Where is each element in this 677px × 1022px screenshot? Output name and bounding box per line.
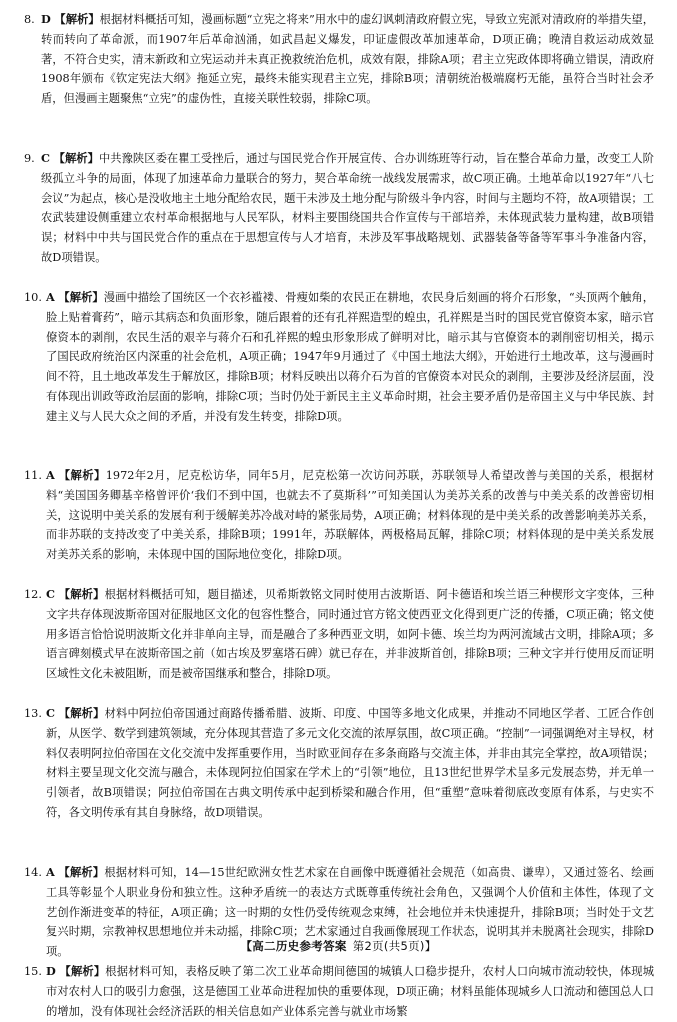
question-number: 12. <box>24 588 42 601</box>
answer-list <box>24 10 654 1022</box>
analysis-tag: 【解析】 <box>58 468 106 482</box>
analysis-tag: 【解析】 <box>58 587 105 601</box>
analysis-text: 1972年2月，尼克松访华，同年5月，尼克松第一次访问苏联，苏联领导人希望改善与美国的关系，根据材料“美国国务卿基辛格曾评价‘我们不到中国，也就去不了莫斯科’”可知美国认为美苏关系的改善与中美关系的改善密切相关，这说明中美关系的发展有利于缓解美苏冷战对峙的紧张局势，A项正确；材料体现的是中美关系的改善影响美苏关系，而非苏联的支持改变了中美关系，排除B项；1991年，苏联解体，两极格局瓦解，排除C项；材料体现的是中美关系发展对美苏关系的影响，未体现中国的国际地位变化，排除D项。 <box>46 469 654 562</box>
answer-body <box>24 10 654 109</box>
answer-letter: A <box>46 468 55 482</box>
answer-item-9 <box>24 149 654 288</box>
question-number: 11. <box>24 469 42 482</box>
analysis-text: 根据材料概括可知，漫画标题“立宪之将来”用水中的虚幻讽刺清政府假立宪，导致立宪派对清政府的举措失望，转而转向了革命派，而1907年后革命汹涌，如武昌起义爆发，印证虚假改革加速革命，D项正确；晚清自救运动成效显著，不符合史实，清末新政和立宪运动并未真正挽救统治危机，成效有限，排除A项；君主立宪政体即将确立错误，清政府1908年颁布《钦定宪法大纲》拖延立宪，最终未能实现君主立宪，排除B项；清朝统治极端腐朽无能，虽符合当时社会矛盾，但漫画主题聚焦“立宪”的虚伪性，直接关联性较弱，排除C项。 <box>41 13 654 106</box>
answer-body <box>24 288 654 427</box>
analysis-tag: 【解析】 <box>59 964 106 978</box>
analysis-text: 根据材料可知，14—15世纪欧洲女性艺术家在自画像中既遵循社会规范（如高贵、谦卑），又通过签名、绘画工具等彰显个人职业身份和独立性。这种矛盾统一的表达方式既尊重传统社会角色，又强调个人价值和主体性，体现了文艺创作渐进变革的特征，A项正确；这一时期的女性仍受传统观念束缚，社会地位并未快速提升，排除B项；当时处于文艺复兴时期，宗教神权思想地位并未动摇，排除C项；艺术家通过自我画像展现工作状态，说明其并未脱离社会现实，排除D项。 <box>46 866 654 959</box>
analysis-text: 中共豫陕区委在瞿工受挫后，通过与国民党合作开展宣传、合办训练班等行动，旨在整合革命力量，改变工人阶级孤立斗争的局面，体现了加速革命力量联合的努力，契合革命统一战线发展需求，故C项正确。土地革命以1927年“八七会议”为起点，核心是没收地主土地分配给农民，题干未涉及土地分配与阶级斗争内容，时间与主题均不符，故A项错误；工农武装建设侧重建立农村革命根据地与人民军队，材料主要围绕国共合作宣传与干部培养，未体现武装力量构建，故B项错误；材料中中共与国民党合作的重点在于思想宣传与人才培育，未涉及军事战略规划、武器装备等备等军事斗争准备内容，故D项错误。 <box>41 152 654 264</box>
answer-item-8 <box>24 10 654 149</box>
analysis-text: 根据材料概括可知，题目描述，贝希斯敦铭文同时使用古波斯语、阿卡德语和埃兰语三种楔形文字变体，三种文字共存体现波斯帝国对征服地区文化的包容性整合，同时通过官方铭文使西亚文化得到更广泛的传播，C项正确；铭文使用多语言恰恰说明波斯文化并非单向主导，而是融合了多种西亚文明，如阿卡德、埃兰均为两河流域古文明，排除A项；多语言碑刻模式早在波斯帝国之前（如古埃及罗塞塔石碑）就已存在，并非波斯首创，排除B项；三种文字并行使用反而证明区域性文化未被阻断，而是被帝国继承和整合，排除D项。 <box>46 588 654 681</box>
answer-item-11 <box>24 466 654 585</box>
question-number: 15. <box>24 965 42 978</box>
answer-body <box>24 585 654 684</box>
analysis-tag: 【解析】 <box>58 290 104 304</box>
answer-body <box>24 149 654 268</box>
question-number: 14. <box>24 866 42 879</box>
analysis-text: 材料中阿拉伯帝国通过商路传播希腊、波斯、印度、中国等多地文化成果，并推动不同地区学者、工匠合作创新，从医学、数学到建筑领域，充分体现其营造了多元文化交流的浓厚氛围，故C项正确。“控制”一词强调绝对主导权，材料仅表明阿拉伯帝国在文化交流中发挥重要作用，当时欧亚间存在多条商路与交流主体，并非由其完全掌控，故A项错误；材料主要呈现文化交流与融合，未体现阿拉伯国家在学术上的“引领”地位，且13世纪世界学术呈多元发展态势，并无单一引领者，故B项错误；阿拉伯帝国在古典文明传承中起到桥梁和融合作用，但“重塑”意味着彻底改变原有体系，与史实不符，各文明传承有其自身脉络，故D项错误。 <box>46 707 654 819</box>
answer-item-13 <box>24 704 654 863</box>
page-footer <box>0 938 677 954</box>
answer-body <box>24 962 654 1021</box>
analysis-tag: 【解析】 <box>58 865 105 879</box>
answer-letter: A <box>46 865 55 879</box>
answer-letter: C <box>46 587 55 601</box>
footer-page-number: 第2页(共5页)】 <box>352 939 437 953</box>
analysis-text: 根据材料可知，表格反映了第二次工业革命期间德国的城镇人口稳步提升，农村人口向城市流动较快，体现城市对农村人口的吸引力愈强，这是德国工业革命进程加快的重要体现，D项正确；材料虽能体现城乡人口流动和德国总人口的增加，没有体现社会经济活跃的相关信息如产业体系完善与就业市场繁 <box>46 965 654 1018</box>
analysis-tag: 【解析】 <box>54 12 100 26</box>
answer-body <box>24 704 654 823</box>
analysis-tag: 【解析】 <box>53 151 99 165</box>
answer-body <box>24 466 654 565</box>
answer-item-12 <box>24 585 654 704</box>
question-number: 13. <box>24 707 42 720</box>
answer-letter: A <box>46 290 55 304</box>
answer-item-10 <box>24 288 654 466</box>
answer-letter: D <box>41 12 51 26</box>
answer-letter: C <box>41 151 50 165</box>
footer-title: 【高二历史参考答案 <box>240 939 347 953</box>
question-number: 10. <box>24 291 42 304</box>
question-number: 9. <box>24 152 35 165</box>
analysis-text: 漫画中描绘了国统区一个衣衫褴褛、骨瘦如柴的农民正在耕地，农民身后刻画的将介石形象，“头顶两个触角，脸上贴着膏药”，暗示其病态和负面形象，随后跟着的还有孔祥熙造型的蝗虫，孔祥熙是当时的国民党官僚资本家，暗示官僚资本的剥削，农民生活的艰辛与蒋介石和孔祥熙的蝗虫形象形成了鲜明对比，暗示其与官僚资本的剥削密切相关，揭示了国民政府统治区内深重的社会危机，A项正确；1947年9月通过了《中国土地法大纲》，开始进行土地改革，这与漫画时间不符，且土地改革发生于解放区，排除B项；材料反映出以蒋介石为首的官僚资本对民众的剥削，主要涉及经济层面，没有体现出训政等政治层面的影响，排除C项；当时仍处于新民主主义革命时期，社会主要矛盾仍是帝国主义与中华民族、封建主义与人民大众之间的矛盾，并没有发生转变，排除D项。 <box>46 291 654 423</box>
analysis-tag: 【解析】 <box>58 706 105 720</box>
answer-letter: D <box>46 964 56 978</box>
answer-item-15 <box>24 962 654 1022</box>
answer-letter: C <box>46 706 55 720</box>
question-number: 8. <box>24 13 35 26</box>
